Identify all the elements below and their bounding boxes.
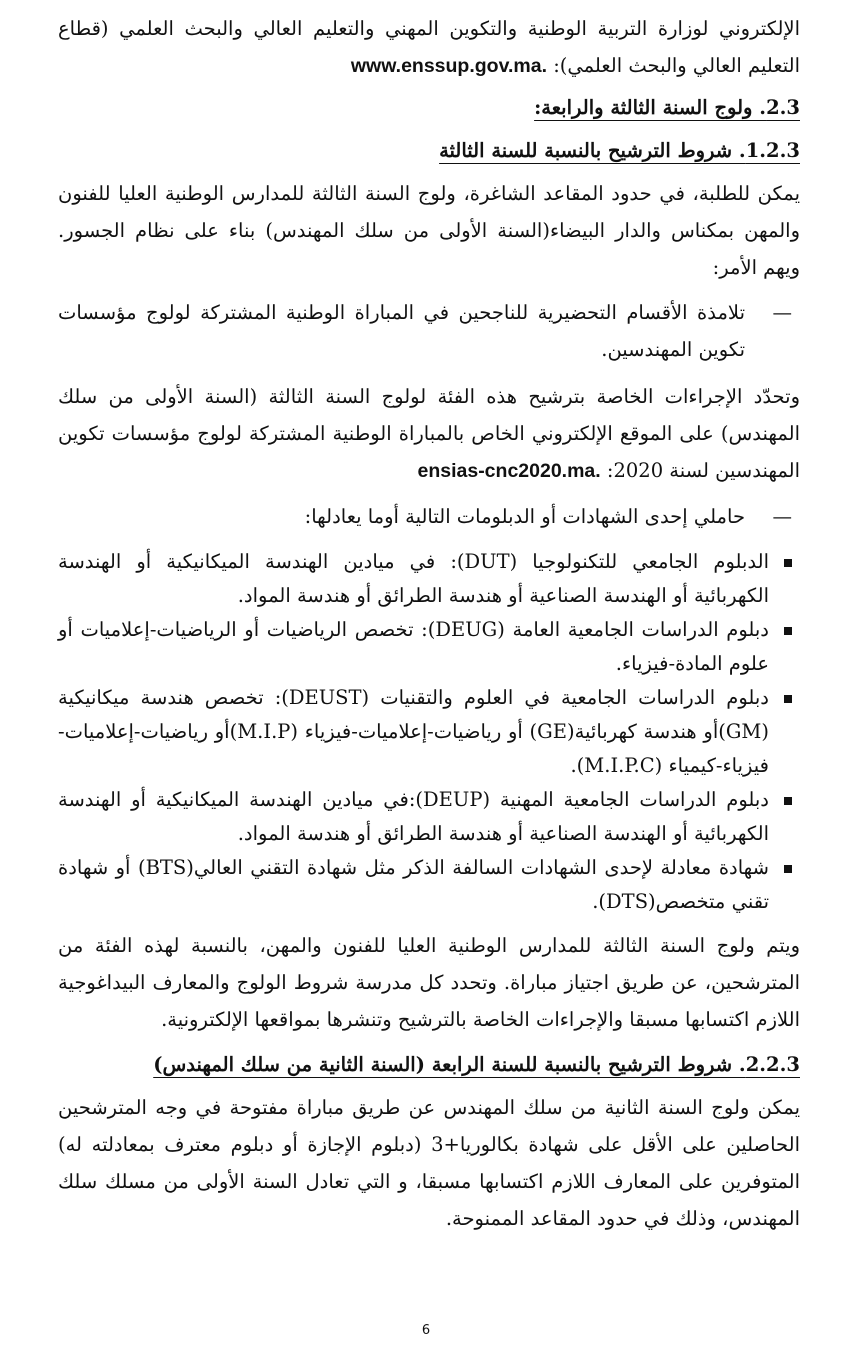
list-item: [58, 681, 800, 783]
section-1-2-3-heading: 1.2.3. شروط الترشيح بالنسبة للسنة الثالثة: [439, 139, 800, 162]
third-year-intro-paragraph: يمكن للطلبة، في حدود المقاعد الشاغرة، ولوج السنة الثالثة للمدارس الوطنية العليا للفنون والمهن بمكناس والدار البيضاء(السنة الأولى من سلك المهندس) بناء على نظام الجسور. ويهم الأمر:: [58, 182, 800, 279]
dash-item-diploma-holders: [58, 498, 800, 535]
third-year-access-paragraph: ويتم ولوج السنة الثالثة للمدارس الوطنية العليا للفنون والمهن، بالنسبة لهذه الفئة من المترشحين، عن طريق اجتياز مباراة. وتحدد كل مدرسة شروط الولوج والمعارف البيداغوجية اللازم اكتسابها مسبقا والإجراءات الخاصة بالترشيح وتنشرها بمواقعها الإلكترونية.: [58, 934, 800, 1031]
dash-item-prep-classes: [58, 294, 800, 368]
dash-bullet-icon: —: [772, 301, 792, 324]
intro-paragraph: [58, 10, 800, 85]
square-bullet-icon: [784, 865, 792, 873]
document-page: [58, 10, 800, 1245]
list-item-text: دبلوم الدراسات الجامعية المهنية (DEUP):في ميادين الهندسة الميكانيكية أو الهندسة الكهربائية أو الهندسة الصناعية أو هندسة الطرائق أو هندسة المواد.: [58, 788, 769, 845]
section-2-2-3-heading: 2.2.3. شروط الترشيح بالنسبة للسنة الرابعة (السنة الثانية من سلك المهندس): [153, 1053, 800, 1076]
square-bullet-icon: [784, 797, 792, 805]
procedures-paragraph: [58, 378, 800, 490]
dash-item-text: تلامذة الأقسام التحضيرية للناجحين في المباراة الوطنية المشتركة لولوج مؤسسات تكوين المهندسين.: [58, 301, 745, 361]
fourth-year-paragraph: يمكن ولوج السنة الثانية من سلك المهندس عن طريق مباراة مفتوحة في وجه المترشحين الحاصلين على الأقل على شهادة بكالوريا+3 (دبلوم الإجازة أو دبلوم معترف بمعادلته له) المتوفرين على المعارف اللازم اكتسابها مسبقا، و التي تعادل السنة الأولى من مسلك سلك المهندس، وذلك في حدود المقاعد الممنوحة.: [58, 1096, 800, 1230]
section-2-3-heading: 2.3. ولوج السنة الثالثة والرابعة:: [534, 96, 800, 119]
square-bullet-icon: [784, 695, 792, 703]
list-item: [58, 613, 800, 681]
intro-text: الإلكتروني لوزارة التربية الوطنية والتكوين المهني والتعليم العالي والبحث العلمي (قطاع التعليم العالي والبحث العلمي):: [58, 17, 800, 77]
list-item-text: دبلوم الدراسات الجامعية في العلوم والتقنيات (DEUST): تخصص هندسة ميكانيكية (GM)أو هندسة كهربائية(GE) أو رياضيات-إعلاميات-فيزياء (M.I.P)أو رياضيات-إعلاميات-فيزياء-كيمياء (M.I.P.C).: [58, 686, 769, 777]
list-item: [58, 851, 800, 919]
square-bullet-icon: [784, 627, 792, 635]
dash-item-text: حاملي إحدى الشهادات أو الدبلومات التالية أوما يعادلها:: [304, 505, 745, 528]
diploma-list: [58, 545, 800, 919]
list-item: [58, 783, 800, 851]
enssup-url: www.enssup.gov.ma.: [350, 55, 547, 77]
list-item-text: شهادة معادلة لإحدى الشهادات السالفة الذكر مثل شهادة التقني العالي(BTS) أو شهادة تقني متخصص(DTS).: [58, 856, 769, 913]
list-item-text: دبلوم الدراسات الجامعية العامة (DEUG): تخصص الرياضيات أو الرياضيات-إعلاميات أو علوم المادة-فيزياء.: [58, 618, 769, 675]
square-bullet-icon: [784, 559, 792, 567]
list-item: [58, 545, 800, 613]
page-number: 6: [421, 1323, 431, 1338]
list-item-text: الدبلوم الجامعي للتكنولوجيا (DUT): في ميادين الهندسة الميكانيكية أو الهندسة الكهربائية أو الهندسة الصناعية أو هندسة الطرائق أو هندسة المواد.: [58, 550, 769, 607]
cnc-url: ensias-cnc2020.ma.: [417, 460, 601, 482]
procedures-text: وتحدّد الإجراءات الخاصة بترشيح هذه الفئة لولوج السنة الثالثة (السنة الأولى من سلك المهندس) على الموقع الإلكتروني الخاص بالمباراة الوطنية المشتركة لولوج مؤسسات تكوين المهندسين لسنة 2020:: [58, 385, 800, 482]
dash-bullet-icon: —: [772, 505, 792, 528]
